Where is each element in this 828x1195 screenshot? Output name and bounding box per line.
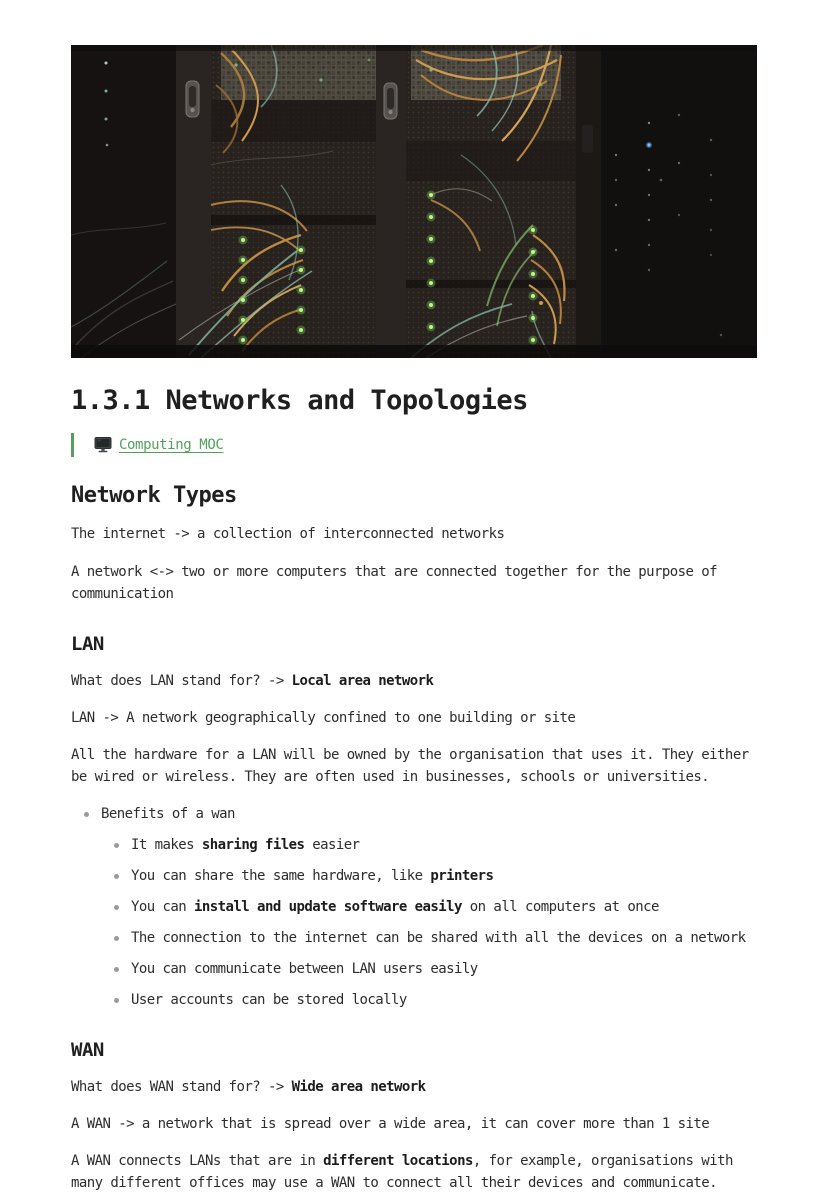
text-run-bold: printers <box>430 868 494 885</box>
lan-benefits-sublist <box>101 835 757 1011</box>
moc-link-label: Computing MOC <box>119 437 224 454</box>
text-run: A WAN connects LANs that are in <box>71 1153 324 1170</box>
text-run: You can <box>131 899 195 916</box>
text-run-bold: install and update software easily <box>194 899 462 916</box>
paragraph-lan-hardware: All the hardware for a LAN will be owned by the organisation that uses it. They either be wired or wireless. They are often used in businesses, schools or universities. <box>71 746 749 786</box>
paragraph-wan-question <box>71 1076 757 1098</box>
paragraph-wan-def: A WAN -> a network that is spread over a wide area, it can cover more than 1 site <box>71 1116 710 1133</box>
text-run-bold: Local area network <box>291 672 434 689</box>
text-run-bold: Wide area network <box>291 1079 426 1096</box>
text-run: The connection to the internet can be shared with all the devices on a network <box>131 930 746 947</box>
text-run-bold: different locations <box>323 1153 473 1170</box>
list-item <box>101 959 757 980</box>
text-run-bold: sharing files <box>201 837 305 854</box>
page-title: 1.3.1 Networks and Topologies <box>71 385 528 416</box>
list-item <box>101 866 757 887</box>
paragraph-lan-def: LAN -> A network geographically confined to one building or site <box>71 709 576 726</box>
list-item <box>101 897 757 918</box>
text-run: User accounts can be stored locally <box>131 992 407 1009</box>
server-racks-illustration <box>71 45 757 358</box>
text-run: easier <box>304 837 360 854</box>
desktop-computer-icon <box>94 437 112 453</box>
text-run: You can communicate between LAN users easily <box>131 961 478 978</box>
text-run: You can share the same hardware, like <box>131 868 431 885</box>
list-item <box>101 990 757 1011</box>
lan-benefits-list <box>71 804 757 1011</box>
text-run: What does LAN stand for? -> <box>71 672 292 689</box>
list-item <box>101 928 757 949</box>
list-item <box>101 835 757 856</box>
text-run: Benefits of a wan <box>101 806 235 823</box>
document-page <box>71 0 757 1195</box>
heading-lan: LAN <box>71 632 104 655</box>
paragraph-internet-def: The internet -> a collection of interconnected networks <box>71 526 505 543</box>
list-item-benefits-title <box>71 804 757 1011</box>
text-run: on all computers at once <box>461 899 659 916</box>
heading-network-types: Network Types <box>71 483 237 509</box>
text-run: , for example, organisations with many different offices may use a WAN to connect all their devices and communicate. <box>71 1153 733 1192</box>
heading-wan: WAN <box>71 1039 104 1062</box>
text-run: What does WAN stand for? -> <box>71 1079 292 1096</box>
paragraph-network-def: A network <-> two or more computers that are connected together for the purpose of communication <box>71 563 718 602</box>
paragraph-lan-question <box>71 670 757 692</box>
text-run: It makes <box>131 837 202 854</box>
computing-moc-link[interactable] <box>94 437 223 453</box>
hero-image <box>71 45 757 358</box>
moc-callout <box>71 433 757 457</box>
paragraph-wan-connects <box>71 1150 757 1194</box>
